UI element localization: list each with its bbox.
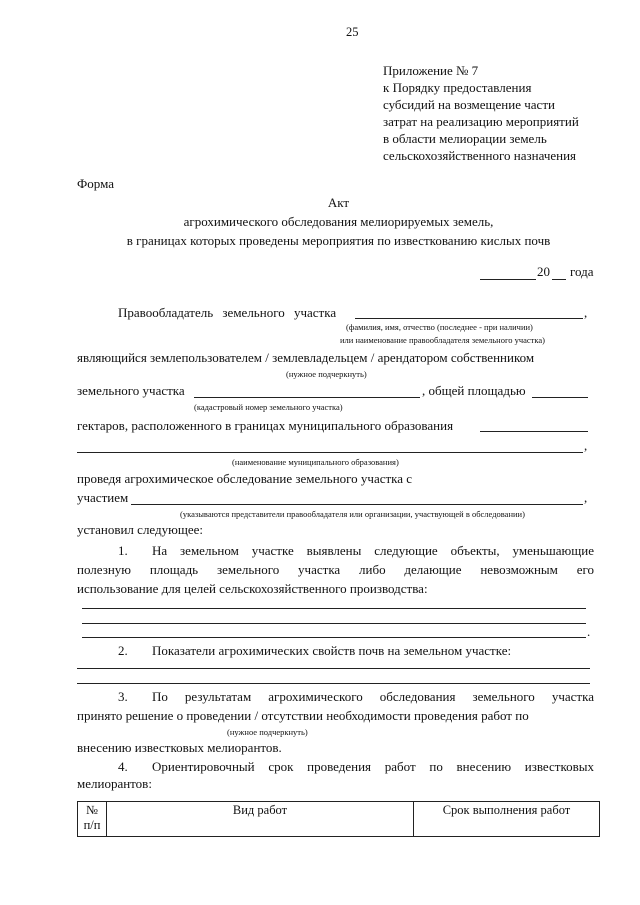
item2-number: 2.: [118, 643, 128, 658]
owner-input-line[interactable]: [355, 318, 583, 319]
table-header-row: [78, 802, 600, 837]
item1-input-line-3[interactable]: [82, 637, 586, 638]
role-hint: (нужное подчеркнуть): [286, 369, 367, 379]
item4-line-2: мелиорантов:: [77, 776, 152, 791]
date-blank-line[interactable]: [480, 279, 536, 280]
item2-text: Показатели агрохимических свойств почв на земельном участке:: [152, 643, 512, 658]
municipal-label: гектаров, расположенного в границах муниципального образования: [77, 418, 454, 433]
appendix-line: сельскохозяйственного назначения: [383, 148, 577, 163]
item1-number: 1.: [118, 543, 128, 558]
form-label: Форма: [77, 176, 114, 191]
item4-number: 4.: [118, 759, 128, 774]
item2-input-line-2[interactable]: [77, 683, 590, 684]
title-line: Акт: [327, 195, 350, 210]
item1-line-2: полезную площадь земельного участка либо делающие невозможным его: [77, 562, 594, 577]
owner-comma: ,: [584, 305, 588, 320]
appendix-line: затрат на реализацию мероприятий: [383, 114, 579, 129]
table-header-deadline: Срок выполнения работ: [414, 802, 600, 837]
item1-end-dot: .: [587, 624, 591, 639]
document-title: [77, 193, 600, 250]
table-header-number-line-2: п/п: [83, 818, 101, 832]
plot-hint: (кадастровый номер земельного участка): [194, 402, 343, 412]
table-header-number-line-1: №: [86, 803, 98, 817]
item1-input-line-2[interactable]: [82, 623, 586, 624]
date-century: 20: [537, 264, 550, 279]
table-header-work-type: Вид работ: [107, 802, 414, 837]
appendix-line: в области мелиорации земель: [383, 131, 547, 146]
item2-input-line-1[interactable]: [77, 668, 590, 669]
appendix-line: Приложение № 7: [383, 63, 479, 78]
page-number: 25: [346, 25, 359, 39]
municipal-comma: ,: [584, 438, 588, 453]
plot-label: земельного участка: [77, 383, 185, 398]
owner-hint-2: или наименование правообладателя земельного участка): [340, 335, 545, 345]
date-year-blank-line[interactable]: [552, 279, 566, 280]
plot-area-label: , общей площадью: [422, 383, 526, 398]
item1-input-line-1[interactable]: [82, 608, 586, 609]
table-header-number: [78, 802, 107, 837]
title-line: агрохимического обследования мелиорируемых земель,: [183, 214, 494, 229]
appendix-block: [383, 62, 579, 164]
participation-hint: (указываются представители правообладателя или организации, участвующей в обследовании): [180, 509, 525, 519]
established-line: установил следующее:: [77, 522, 204, 537]
role-line: являющийся землепользователем / землевладельцем / арендатором собственником: [77, 350, 535, 365]
owner-hint-1: (фамилия, имя, отчество (последнее - при наличии): [346, 322, 533, 332]
appendix-line: к Порядку предоставления: [383, 80, 532, 95]
item3-line-2: принято решение о проведении / отсутствии необходимости проведения работ по: [77, 708, 529, 723]
participation-label: участием: [77, 490, 129, 505]
item1-line-1: На земельном участке выявлены следующие объекты, уменьшающие: [152, 543, 594, 558]
item3-hint: (нужное подчеркнуть): [227, 727, 308, 737]
item3-line-3: внесению известковых мелиорантов.: [77, 740, 282, 755]
municipal-input-line-2[interactable]: [77, 452, 583, 453]
item3-number: 3.: [118, 689, 128, 704]
participation-comma: ,: [584, 490, 588, 505]
date-year-word: года: [570, 264, 594, 279]
cadastral-number-input-line[interactable]: [194, 397, 420, 398]
participation-input-line[interactable]: [131, 504, 583, 505]
item3-line-1: По результатам агрохимического обследования земельного участка: [152, 689, 594, 704]
plot-area-input-line[interactable]: [532, 397, 588, 398]
works-table: [77, 801, 600, 837]
item1-line-3: использование для целей сельскохозяйственного производства:: [77, 581, 428, 596]
item4-line-1: Ориентировочный срок проведения работ по внесению известковых: [152, 759, 594, 774]
appendix-line: субсидий на возмещение части: [383, 97, 555, 112]
municipal-input-line-1[interactable]: [480, 431, 588, 432]
municipal-hint: (наименование муниципального образования): [232, 457, 399, 467]
owner-label: Правообладатель земельного участка: [118, 305, 337, 320]
title-line: в границах которых проведены мероприятия по известкованию кислых почв: [126, 233, 551, 248]
survey-line: проведя агрохимическое обследование земельного участка с: [77, 471, 413, 486]
